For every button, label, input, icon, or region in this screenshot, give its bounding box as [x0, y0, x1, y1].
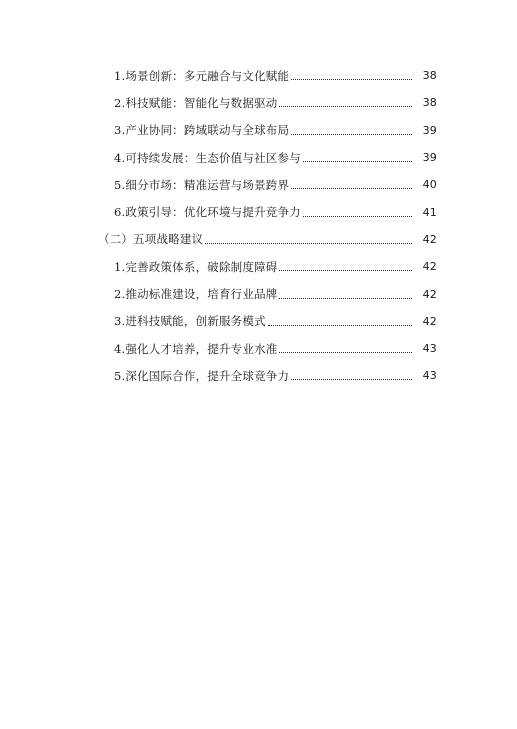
toc-page-number: 43	[422, 342, 437, 356]
toc-leader-dots	[279, 298, 412, 299]
toc-entry-label: 4.强化人才培养，提升专业水准	[114, 341, 278, 356]
toc-page-number: 42	[422, 232, 437, 246]
toc-entry[interactable]	[0, 280, 517, 307]
toc-page-number: 39	[422, 151, 437, 165]
toc-leader-dots	[303, 216, 412, 217]
toc-leader-dots	[268, 325, 412, 326]
toc-leader-dots	[291, 379, 412, 380]
toc-entry[interactable]	[0, 308, 517, 335]
toc-section-label: （二）五项战略建议	[98, 232, 204, 247]
toc-entry-label: 5.细分市场：精准运营与场景跨界	[114, 177, 290, 192]
toc-leader-dots	[291, 79, 412, 80]
toc-leader-dots	[291, 134, 412, 135]
toc-entry[interactable]	[0, 253, 517, 280]
toc-page-number: 43	[422, 369, 437, 383]
toc-leader-dots	[279, 352, 412, 353]
toc-leader-dots	[279, 270, 412, 271]
toc-entry-label: 1.完善政策体系，破除制度障碍	[114, 259, 278, 274]
toc-page-number: 42	[422, 314, 437, 328]
toc-entry-label: 4.可持续发展：生态价值与社区参与	[114, 150, 301, 165]
toc-entry-label: 6.政策引导：优化环境与提升竞争力	[114, 205, 301, 220]
toc-entry-label: 3.产业协同：跨域联动与全球布局	[114, 123, 290, 138]
toc-entry[interactable]	[0, 171, 517, 198]
toc-entry[interactable]	[0, 362, 517, 389]
table-of-contents	[0, 62, 517, 390]
toc-page-number: 39	[422, 123, 437, 137]
toc-entry[interactable]	[0, 117, 517, 144]
toc-page-number: 42	[422, 260, 437, 274]
toc-entry-label: 5.深化国际合作，提升全球竞争力	[114, 368, 290, 383]
toc-leader-dots	[279, 106, 412, 107]
toc-leader-dots	[303, 161, 412, 162]
toc-page-number: 40	[422, 178, 437, 192]
toc-page-number: 42	[422, 287, 437, 301]
toc-entry-label: 1.场景创新：多元融合与文化赋能	[114, 68, 290, 83]
toc-entry[interactable]	[0, 144, 517, 171]
toc-entry[interactable]	[0, 335, 517, 362]
toc-entry[interactable]	[0, 198, 517, 225]
toc-entry-label: 2.推动标准建设，培育行业品牌	[114, 287, 278, 302]
toc-leader-dots	[291, 188, 412, 189]
toc-section-entry[interactable]	[0, 226, 517, 253]
toc-entry[interactable]	[0, 89, 517, 116]
toc-entry-label: 3.进科技赋能，创新服务模式	[114, 314, 266, 329]
toc-entry-label: 2.科技赋能：智能化与数据驱动	[114, 95, 278, 110]
toc-entry[interactable]	[0, 62, 517, 89]
toc-page-number: 38	[422, 96, 437, 110]
toc-page-number: 38	[422, 69, 437, 83]
toc-leader-dots	[205, 243, 412, 244]
toc-page-number: 41	[422, 205, 437, 219]
